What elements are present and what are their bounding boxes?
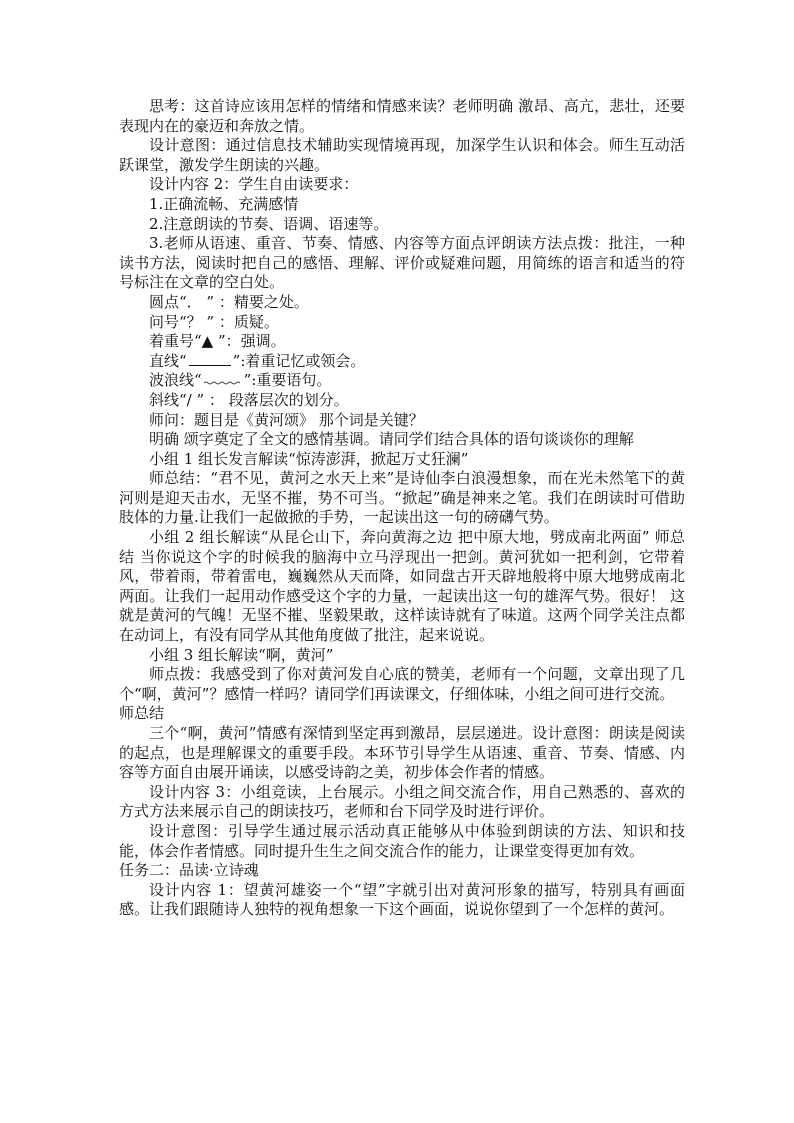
list-item-2: 2.注意朗读的节奏、语调、语速等。: [149, 214, 389, 233]
mark-wave-suffix: ”:重要语句。: [243, 371, 332, 390]
document-body: [119, 97, 685, 920]
underline-symbol: [189, 353, 231, 366]
paragraph-design-content-3: 设计内容 3：小组竞读，上台展示。小组之间交流合作，用自己熟悉的、喜欢的方式方法来展示自己的朗读技巧，老师和台下同学及时进行评价。: [119, 782, 685, 821]
paragraph-design-intent-1: 设计意图：通过信息技术辅助实现情境再现，加深学生认识和体会。师生互动活跃课堂，激发学生朗读的兴趣。: [119, 136, 685, 174]
mark-slash: 斜线“/ ” ： 段落层次的划分。: [149, 390, 349, 409]
paragraph-thinking: 思考：这首诗应该用怎样的情绪和情感来读？老师明确 激昂、高亢，悲壮，还要表现内在的豪迈和奔放之情。: [119, 97, 685, 135]
mark-question: 问号“？ ” ：质疑。: [149, 312, 279, 331]
paragraph-teacher-guide: 师点拨：我感受到了你对黄河发自心底的赞美，老师有一个问题，文章出现了几个“啊，黄河”？感情一样吗？请同学们再读课文，仔细体味，小组之间可进行交流。: [119, 665, 685, 703]
mark-wavy-line: [119, 371, 685, 391]
mark-line-prefix: 直线“: [149, 351, 187, 370]
paragraph-summary-1: 师总结：“君不见，黄河之水天上来”是诗仙李白浪漫想象，而在光未然笔下的黄河则是迎天击水，无坚不摧，势不可当。“掀起”确是神来之笔。我们在朗读时可借助肢体的力量.让我们一起做掀的手势，一起读出这一句的磅礴气势。: [119, 469, 685, 527]
mark-emphasis: 着重号“▲ ”：强调。: [149, 332, 286, 351]
paragraph-design-content-1: 设计内容 1：望黄河雄姿一个“望”字就引出对黄河形象的描写，特别具有画面感。让我们跟随诗人独特的视角想象一下这个画面，说说你望到了一个怎样的黄河。: [119, 880, 685, 919]
paragraph-three-ah: 三个“啊，黄河”情感有深情到坚定再到激昂，层层递进。设计意图：朗读是阅读的起点，也是理解课文的重要手段。本环节引导学生从语速、重音、节奏、情感、内容等方面自由展开诵读，以感受诗韵之美，初步体会作者的情感。: [119, 724, 685, 782]
mark-line-suffix: ”:着重记忆或领会。: [232, 351, 366, 370]
mark-wave-prefix: 波浪线“: [149, 371, 202, 390]
heading-task-2: 任务二：品读·立诗魂: [119, 861, 259, 880]
paragraph-design-content-2: 设计内容 2：学生自由读要求：: [149, 175, 359, 194]
mark-straight-line: [119, 352, 685, 372]
paragraph-group-3: 小组 3 组长解读“啊，黄河”: [149, 645, 334, 664]
paragraph-design-intent-2: 设计意图：引导学生通过展示活动真正能够从中体验到朗读的方法、知识和技能，体会作者情感。同时提升生生之间交流合作的能力，让课堂变得更加有效。: [119, 821, 685, 860]
paragraph-clarify: 明确 颂字奠定了全文的感情基调。请同学们结合具体的语句谈谈你的理解: [149, 430, 634, 449]
paragraph-teacher-question: 师问：题目是《黄河颂》 那个词是关键？: [149, 410, 424, 429]
paragraph-group-1: 小组 1 组长发言解读“惊涛澎湃，掀起万丈狂澜”: [149, 449, 469, 468]
heading-summary: 师总结: [119, 704, 165, 723]
paragraph-group-2: 小组 2 组长解读“从昆仑山下，奔向黄海之边 把中原大地，劈成南北两面” 师总结 当你说这个字的时候我的脑海中立马浮现出一把剑。黄河犹如一把利剑，它带着风，带着雨，带着雷电，巍巍然从天而降，如同盘古开天辟地般将中原大地劈成南北两面。让我们一起用动作感受这个字的力量，一起读出这一句的雄浑气势。很好！ 这就是黄河的气魄！无坚不摧、坚毅果敢，这样读诗就有了味道。这两个同学关注点都在动词上，有没有同学从其他角度做了批注，起来说说。: [119, 528, 685, 645]
list-item-1: 1.正确流畅、充满感情: [149, 194, 299, 213]
wavy-line-symbol: [204, 373, 242, 385]
list-item-3: 3.老师从语速、重音、节奏、情感、内容等方面点评朗读方法点拨：批注，一种读书方法，阅读时把自己的感悟、理解、评价或疑难问题，用简练的语言和适当的符号标注在文章的空白处。: [119, 234, 685, 292]
mark-dot: 圆点“． ” ：精要之处。: [149, 292, 309, 311]
